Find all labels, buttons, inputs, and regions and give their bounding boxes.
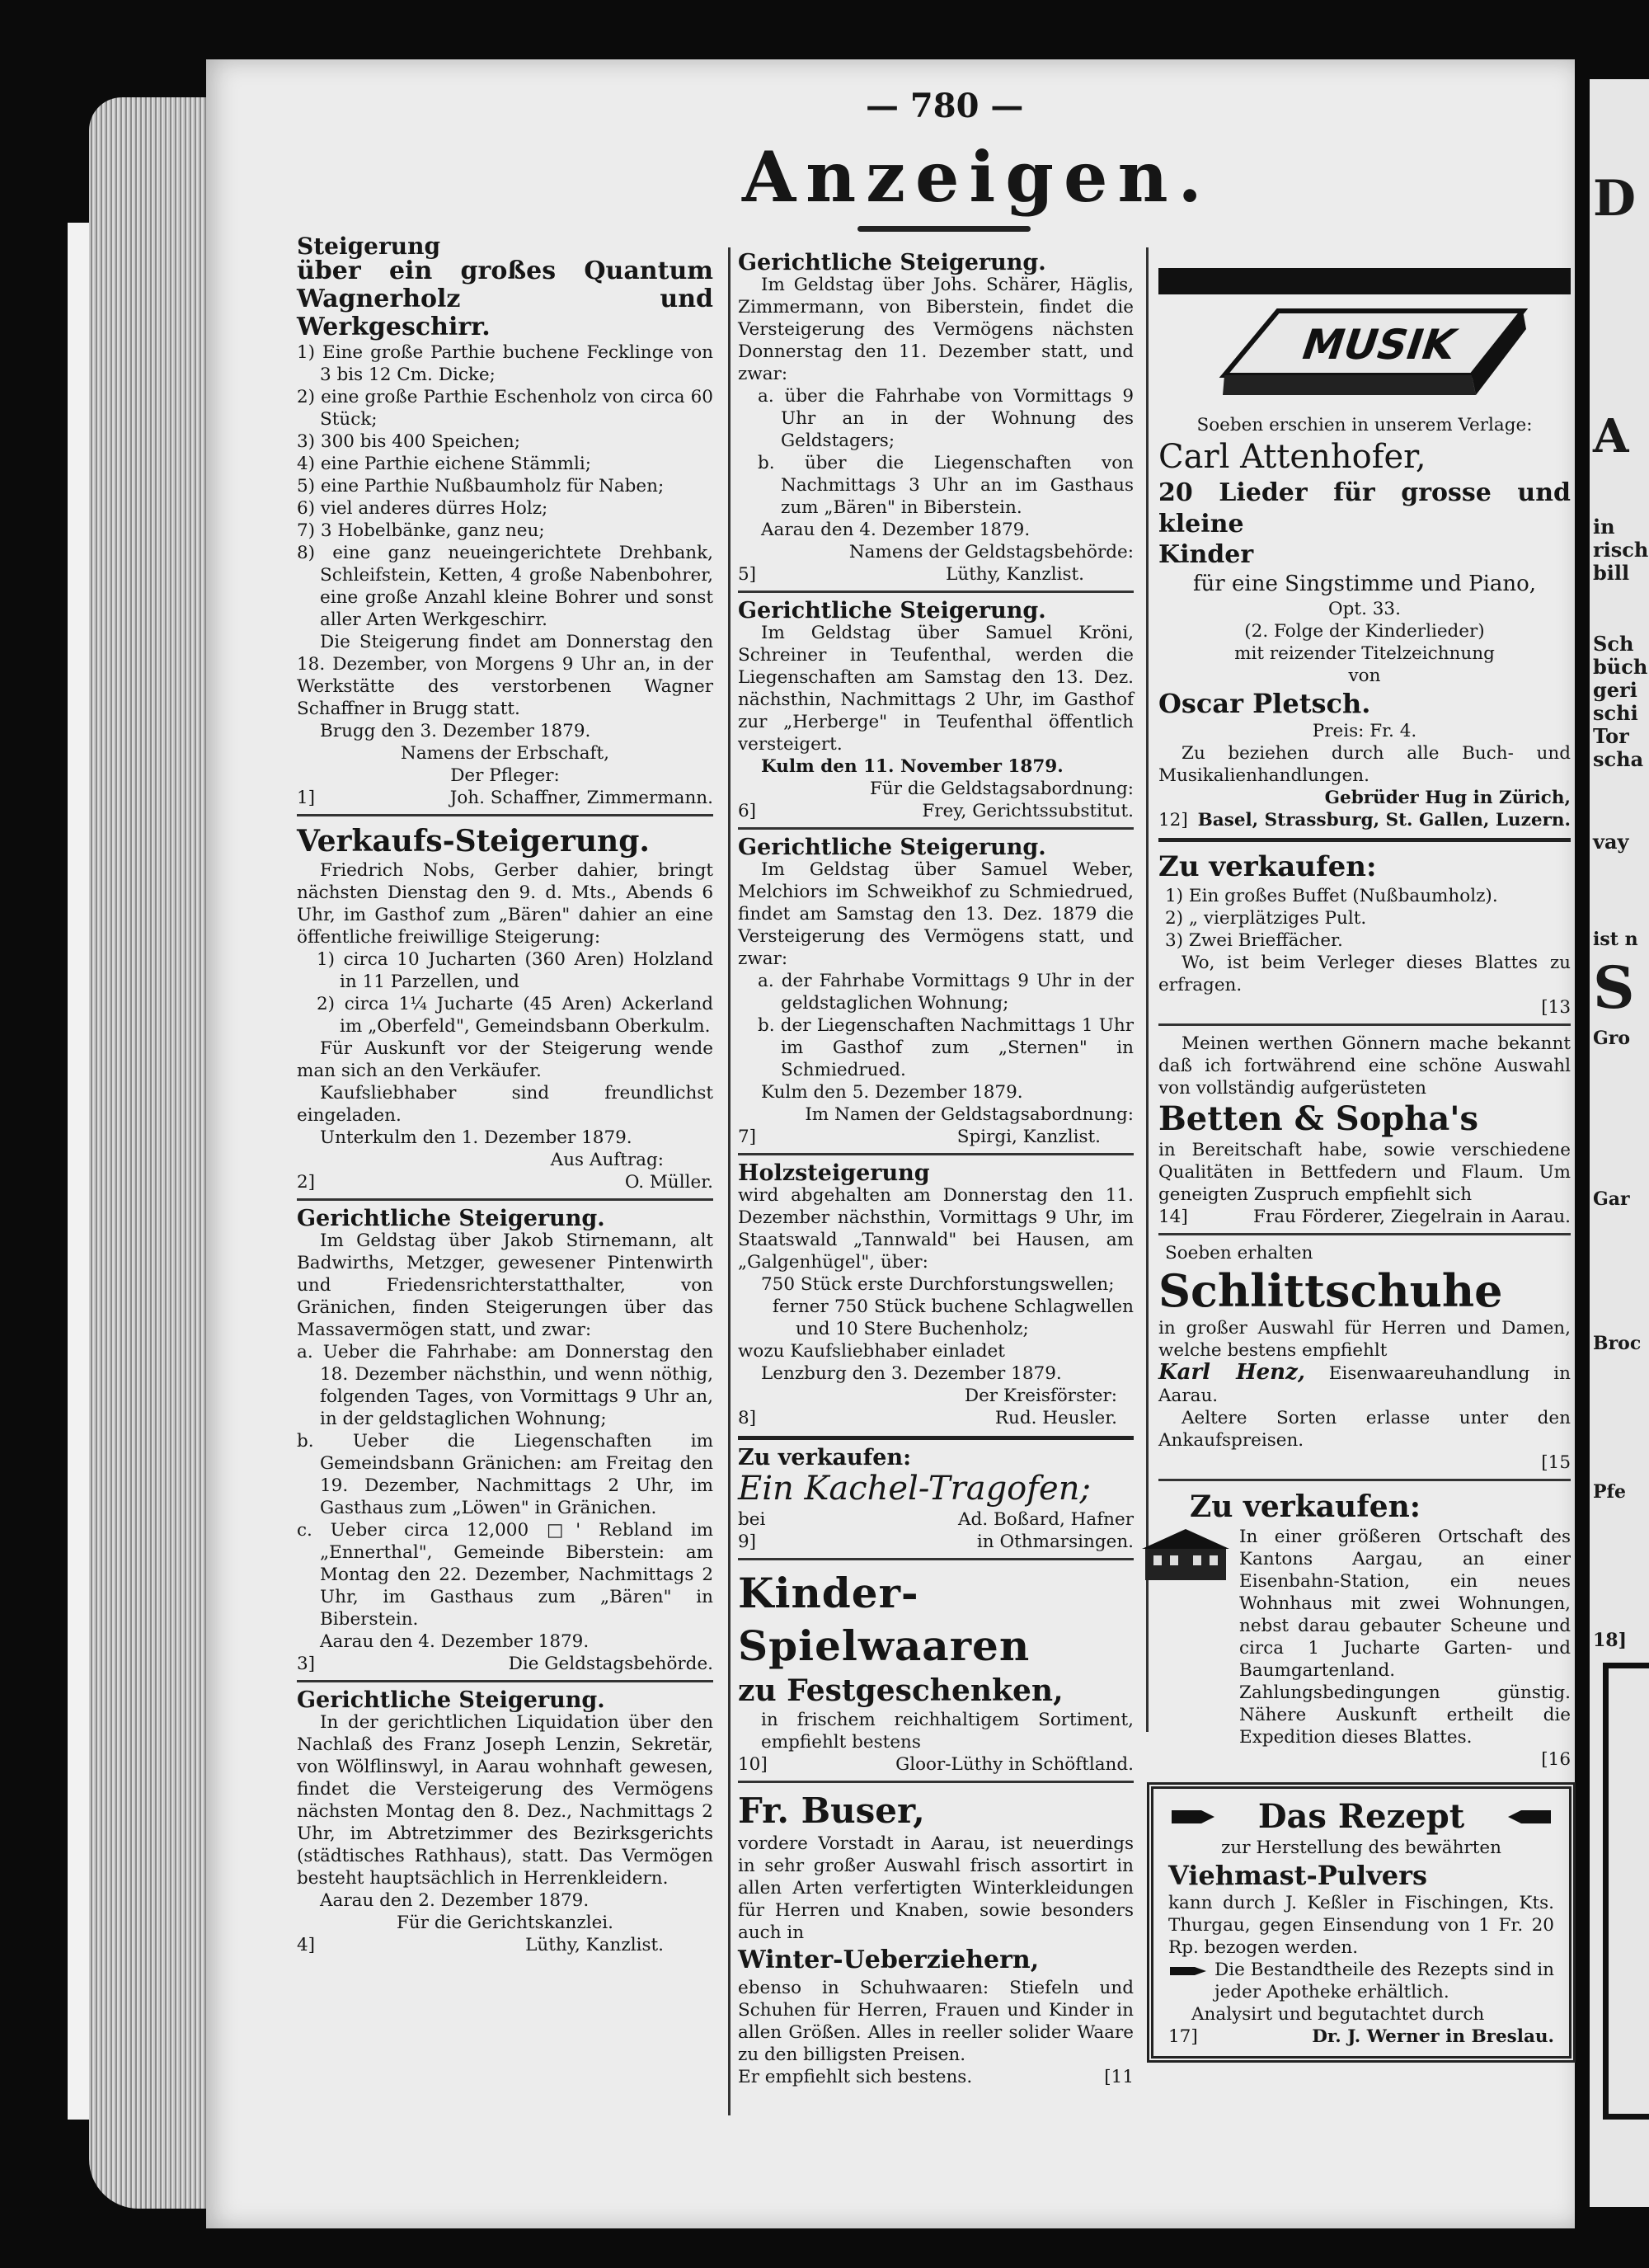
facing-fragment: Broc <box>1593 1333 1642 1354</box>
ad-divider <box>738 591 1134 593</box>
music-book-icon <box>1200 303 1529 406</box>
ad-body: wozu Kaufsliebhaber einladet <box>738 1341 1005 1362</box>
ad-number: 7] <box>738 1127 757 1147</box>
ad-text: (2. Folge der Kinderlieder) <box>1244 621 1485 642</box>
ad-headline: Ein Kachel-Tragofen; <box>738 1470 1091 1508</box>
ad-signature: Im Namen der Geldstagsabordnung: <box>805 1104 1134 1125</box>
column-1 <box>297 235 713 1956</box>
facing-fragment: Gar <box>1593 1188 1630 1210</box>
list-item: c. Ueber circa 12,000 □' Rebland im „Ennerthal", Gemeinde Biberstein: am Montag den 22. Dezember, Nachmittags 2 Uhr, im Gasthaus zum „Bären" in Biberstein. <box>297 1520 713 1630</box>
list-item: 1) Ein großes Buffet (Nußbaumholz). <box>1165 886 1498 906</box>
ad-headline: Kinder-Spielwaaren <box>738 1569 1031 1670</box>
ad-signature: O. Müller. <box>624 1172 713 1193</box>
ad-number: 14] <box>1158 1207 1188 1227</box>
facing-fragment: vay <box>1593 830 1629 854</box>
ad-body: In der gerichtlichen Liquidation über den Nachlaß des Franz Joseph Lenzin, Sekretär, von Wölflinswyl, in Aarau wohnhaft gewesen, findet die Versteigerung des Vermögens nächsten Montag den 8. Dez., Nachmittags 2 Uhr, im Abtretzimmer des Bezirksgerichts (städtisches Rathhaus), statt. Das Vermögen besteht hauptsächlich in Herrenkleidern. <box>297 1712 713 1889</box>
ad-number: [13 <box>1541 997 1571 1018</box>
facing-fragment: D <box>1593 170 1637 228</box>
ad-divider <box>738 1558 1134 1560</box>
ad-number: 17] <box>1168 2026 1198 2047</box>
page-title: Anzeigen. <box>742 136 1212 218</box>
ad-headline: Viehmast-Pulvers <box>1168 1860 1428 1891</box>
ad-body: vordere Vorstadt in Aarau, ist neuerdings in sehr großer Auswahl frisch assortirt in allen Arten verfertigten Winterkleidungen für Herren und Knaben, sowie besonders auch in <box>738 1833 1134 1943</box>
facing-fragment: Sch <box>1593 632 1634 656</box>
ad-signature: Spirgi, Kanzlist. <box>956 1127 1101 1147</box>
facing-fragment: ist n <box>1593 929 1638 950</box>
ad-divider <box>1158 1479 1571 1481</box>
ad-signature: Lüthy, Kanzlist. <box>525 1935 664 1955</box>
house-icon <box>1140 1526 1231 1583</box>
ad-name: Oscar Pletsch. <box>1158 688 1371 719</box>
facing-fragment: bill <box>1593 561 1630 585</box>
ad-branches: Basel, Strassburg, St. Gallen, Luzern. <box>1197 810 1571 831</box>
ad-heading: Zu verkaufen: <box>1190 1489 1421 1524</box>
ad-court-auction <box>297 1207 713 1675</box>
ad-body: Für Auskunft vor der Steigerung wende man sich an den Verkäufer. <box>297 1038 713 1081</box>
ad-date: Aarau den 2. Dezember 1879. <box>320 1890 590 1911</box>
ad-heading: Gerichtliche Steigerung. <box>297 1206 605 1231</box>
list-item: 6) viel anderes dürres Holz; <box>297 498 548 519</box>
ad-signature: Für die Geldstagsabordnung: <box>869 779 1134 799</box>
facing-fragment: 18] <box>1593 1630 1628 1651</box>
ad-headline: Schlittschuhe <box>1158 1264 1503 1317</box>
musik-logo <box>1158 303 1571 406</box>
list-item: b. der Liegenschaften Nachmittags 1 Uhr im Gasthof zum „Sternen" in Schmiedrued. <box>758 1015 1134 1080</box>
ad-body: Meinen werthen Gönnern mache bekannt daß ich fortwährend eine schöne Auswahl von vollständig aufgerüsteten <box>1158 1033 1571 1099</box>
ad-sale-auction <box>297 823 713 1193</box>
musik-logo-text: MUSIK <box>1294 321 1463 369</box>
list-item: a. Ueber die Fahrhabe: am Donnerstag den 18. Dezember nächsthin, und wenn nöthig, folgenden Tages, von Vormittags 9 Uhr an, in der geldstaglichen Wohnung; <box>297 1342 713 1429</box>
ad-body: Die Bestandtheile des Rezepts sind in jeder Apotheke erhältlich. <box>1214 1960 1554 2002</box>
ad-date: Unterkulm den 1. Dezember 1879. <box>320 1127 632 1148</box>
ad-number: 8] <box>738 1408 757 1428</box>
facing-box-border <box>1603 1663 1649 2120</box>
ad-body: kann durch J. Keßler in Fischingen, Kts. Thurgau, gegen Einsendung von 1 Fr. 20 Rp. bezogen werden. <box>1168 1893 1554 1958</box>
ad-text: mit reizender Titelzeichnung <box>1234 643 1495 664</box>
ad-divider <box>738 827 1134 830</box>
ad-signature: Namens der Geldstagsbehörde: <box>848 542 1134 562</box>
ad-stove-sale <box>738 1447 1134 1553</box>
ad-court-liquidation <box>297 1689 713 1956</box>
list-item: 2) eine große Parthie Eschenholz von circa 60 Stück; <box>297 387 713 430</box>
ad-divider <box>1158 1233 1571 1235</box>
ad-number: 2] <box>297 1172 316 1193</box>
facing-page-fragment <box>1590 79 1649 2207</box>
column-2 <box>738 252 1134 2088</box>
ad-divider <box>1158 1023 1571 1026</box>
facing-fragment: schi <box>1593 701 1638 725</box>
ad-heading: Gerichtliche Steigerung. <box>738 598 1046 623</box>
ad-ice-skates <box>1158 1242 1571 1474</box>
list-item: 1) circa 10 Jucharten (360 Aren) Holzland in 11 Parzellen, und <box>317 949 713 992</box>
ad-heading: Gerichtliche Steigerung. <box>738 250 1046 275</box>
list-item: 2) „ vierplätziges Pult. <box>1165 908 1367 929</box>
ad-court-auction-teufenthal <box>738 600 1134 822</box>
ad-divider <box>1158 838 1571 842</box>
ad-furniture-sale <box>1158 849 1571 1019</box>
list-item: 8) eine ganz neueingerichtete Drehbank, Schleifstein, Ketten, 4 große Nabenbohrer, eine große Anzahl kleine Bohrer und sonst aller Arten Werkgeschirr. <box>297 543 713 630</box>
ad-date: Brugg den 3. Dezember 1879. <box>320 721 591 741</box>
ad-text: bei <box>738 1509 766 1530</box>
list-item: 1) Eine große Parthie buchene Fecklinge von 3 bis 12 Cm. Dicke; <box>297 342 713 385</box>
ad-name: Karl Henz, <box>1158 1360 1305 1385</box>
ad-headline: Carl Attenhofer, <box>1158 438 1426 476</box>
ad-music-book <box>1158 268 1571 842</box>
ad-court-auction-biberstein <box>738 252 1134 586</box>
ad-subheading: Winter-Ueberziehern, <box>738 1946 1040 1974</box>
ad-body: in großer Auswahl für Herren und Damen, welche bestens empfiehlt <box>1158 1318 1571 1361</box>
ad-signature: Joh. Schaffner, Zimmermann. <box>449 788 713 808</box>
ad-date: Aarau den 4. Dezember 1879. <box>761 520 1031 540</box>
ad-signature: Frey, Gerichtssubstitut. <box>922 801 1134 821</box>
ad-divider <box>297 1680 713 1682</box>
ad-number: 9] <box>738 1532 757 1552</box>
ad-body: Kaufsliebhaber sind freundlichst eingeladen. <box>297 1083 713 1126</box>
ad-beds <box>1158 1033 1571 1228</box>
ad-divider <box>738 1153 1134 1155</box>
ad-text: 20 Lieder für grosse und kleine <box>1158 478 1571 539</box>
ad-number: 4] <box>297 1935 316 1955</box>
ad-body: Analysirt und begutachtet durch <box>1191 2004 1485 2025</box>
ad-number: [11 <box>1104 2067 1134 2087</box>
ad-number: 10] <box>738 1754 768 1775</box>
ad-number: [15 <box>1541 1452 1571 1473</box>
ad-headline: Betten & Sopha's <box>1158 1099 1479 1138</box>
ad-heading: Zu verkaufen: <box>738 1445 912 1470</box>
ad-signature: Dr. J. Werner in Breslau. <box>1312 2026 1554 2047</box>
ad-subheading: über ein großes Quantum Wagnerholz und Werkgeschirr. <box>297 256 713 341</box>
ad-body: Im Geldstag über Jakob Stirnemann, alt Badwirths, Metzger, gewesener Pintenwirth und Friedensrichterstatthalter, von Gränichen, finden Steigerungen über das Massavermögen statt, und zwar: <box>297 1230 713 1340</box>
ad-signature: Namens der Erbschaft, <box>401 743 609 764</box>
ad-headline: Fr. Buser, <box>738 1790 925 1831</box>
facing-fragment: büch <box>1593 655 1648 679</box>
ad-heading: Steigerung <box>297 233 441 260</box>
ad-number: 1] <box>297 788 316 808</box>
ad-wood-sale <box>738 1162 1134 1429</box>
list-item: 3) Zwei Brieffächer. <box>1165 930 1343 951</box>
ad-toys <box>738 1567 1134 1776</box>
facing-fragment: A <box>1593 409 1629 463</box>
ad-body: wird abgehalten am Donnerstag den 11. Dezember nächsthin, Vormittags 9 Uhr, im Staatswald „Tannwald" bei Hausen, am „Galgenhügel", über: <box>738 1185 1134 1273</box>
ad-body: in frischem reichhaltigem Sortiment, empfiehlt bestens <box>761 1710 1134 1753</box>
ad-number: 5] <box>738 564 757 585</box>
ad-body: Wo, ist beim Verleger dieses Blattes zu erfragen. <box>1158 953 1571 995</box>
list-item: a. der Fahrhabe Vormittags 9 Uhr in der geldstaglichen Wohnung; <box>758 971 1134 1014</box>
ad-divider <box>297 1198 713 1201</box>
column-divider <box>728 247 731 2115</box>
ad-signature: Aus Auftrag: <box>550 1150 664 1170</box>
facing-fragment: scha <box>1593 747 1644 771</box>
ad-intro: Soeben erschien in unserem Verlage: <box>1196 415 1533 435</box>
ad-body: ebenso in Schuhwaaren: Stiefeln und Schuhen für Herren, Frauen und Kinder in allen Größen. Alles in reeller solider Waare zu den billigsten Preisen. <box>738 1978 1134 2065</box>
page-number: — 780 — <box>866 87 1024 125</box>
ad-divider <box>297 814 713 816</box>
list-item: 4) eine Parthie eichene Stämmli; <box>297 454 591 474</box>
ad-subheading: zur Herstellung des bewährten <box>1221 1837 1501 1858</box>
facing-fragment: Gro <box>1593 1028 1631 1049</box>
ad-heading: Verkaufs-Steigerung. <box>297 824 650 859</box>
ad-heading: Das Rezept <box>1257 1797 1465 1836</box>
ad-body: Im Geldstag über Johs. Schärer, Häglis, Zimmermann, von Biberstein, findet die Versteigerung des Vermögens nächsten Donnerstag den 11. Dezember statt, und zwar: <box>738 275 1134 384</box>
facing-fragment: in <box>1593 515 1615 539</box>
list-item: 750 Stück erste Durchforstungswellen; <box>761 1274 1115 1295</box>
ad-number: [16 <box>1541 1749 1571 1770</box>
ad-body: In einer größeren Ortschaft des Kantons Aargau, an einer Eisenbahn-Station, ein neues Wohnhaus mit zwei Wohnungen, nebst darau gebauter Scheune und circa 1 Jucharte Garten- und Baumgartenland. Zahlungsbedingungen günstig. Nähere Auskunft ertheilt die Expedition dieses Blattes. <box>1239 1527 1571 1748</box>
ad-subheading: zu Festgeschenken, <box>738 1673 1064 1708</box>
facing-fragment: risch <box>1593 538 1649 562</box>
ad-number: 12] <box>1158 810 1188 831</box>
list-item: 3) 300 bis 400 Speichen; <box>297 431 520 452</box>
ad-body: Aeltere Sorten erlasse unter den Ankaufspreisen. <box>1158 1408 1571 1451</box>
ad-body: Im Geldstag über Samuel Kröni, Schreiner in Teufenthal, werden die Liegenschaften am Samstag den 13. Dez. nächsthin, Nachmittags 2 Uhr, im Gasthof zur „Herberge" in Teufenthal öffentlich versteigert. <box>738 623 1134 755</box>
ad-body: Friedrich Nobs, Gerber dahier, bringt nächsten Dienstag den 9. d. Mts., Abends 6 Uhr, im Gasthof zum „Bären" dahier an eine öffentliche freiwillige Steigerung: <box>297 860 713 948</box>
pointing-hand-icon <box>1505 1800 1554 1833</box>
ad-recipe-box <box>1147 1782 1576 2063</box>
list-item: 2) circa 1¼ Jucharte (45 Aren) Ackerland im „Oberfeld", Gemeindsbann Oberkulm. <box>317 994 713 1037</box>
ad-black-band <box>1158 268 1571 294</box>
ad-court-auction-schmiedrued <box>738 836 1134 1148</box>
ad-divider <box>738 1781 1134 1783</box>
list-item: 7) 3 Hobelbänke, ganz neu; <box>297 520 545 541</box>
ad-number: 6] <box>738 801 757 821</box>
ad-clothing <box>738 1790 1134 2088</box>
ad-body: in Bereitschaft habe, sowie verschiedene Qualitäten in Bettfedern und Flaum. Um geneigten Zuspruch empfiehlt sich <box>1158 1140 1571 1205</box>
ad-heading: Zu verkaufen: <box>1158 850 1377 883</box>
facing-fragment: S <box>1593 953 1635 1022</box>
book-page-edges <box>89 97 213 2209</box>
facing-fragment: Pfe <box>1593 1481 1627 1503</box>
list-item: 5) eine Parthie Nußbaumholz für Naben; <box>297 476 665 496</box>
list-item: ferner 750 Stück buchene Schlagwellen und 10 Stere Buchenholz; <box>773 1296 1134 1339</box>
ad-intro: Soeben erhalten <box>1165 1243 1313 1263</box>
facing-fragment: geri <box>1593 678 1637 702</box>
ad-text: Opt. 33. <box>1328 599 1401 619</box>
ad-date: Aarau den 4. Dezember 1879. <box>320 1631 590 1652</box>
ad-heading: Gerichtliche Steigerung. <box>738 835 1046 860</box>
ad-signature: Die Geldstagsbehörde. <box>508 1654 713 1674</box>
ad-text: Ad. Boßard, Hafner <box>958 1509 1134 1530</box>
ad-signature: Gloor-Lüthy in Schöftland. <box>895 1754 1134 1775</box>
title-underline <box>857 226 1031 232</box>
list-item: b. Ueber die Liegenschaften im Gemeindsbann Gränichen: am Freitag den 19. Dezember, Nachmittags 2 Uhr, im Gasthaus zum „Löwen" in Gränichen. <box>297 1431 713 1518</box>
ad-heading: Gerichtliche Steigerung. <box>297 1687 605 1713</box>
facing-fragment: Tor <box>1593 724 1629 748</box>
ad-date: Lenzburg den 3. Dezember 1879. <box>761 1363 1062 1384</box>
ad-price: Preis: Fr. 4. <box>1312 721 1417 741</box>
column-3 <box>1158 268 1571 2063</box>
ad-signature: Frau Förderer, Ziegelrain in Aarau. <box>1253 1207 1571 1227</box>
ad-text: für eine Singstimme und Piano, <box>1192 572 1537 596</box>
ad-text: Kinder <box>1158 540 1254 569</box>
ad-signature: Rud. Heusler. <box>994 1408 1117 1428</box>
ad-signature: Der Pfleger: <box>450 765 560 786</box>
ad-date: Kulm den 11. November 1879. <box>761 756 1064 777</box>
ad-publisher: Gebrüder Hug in Zürich, <box>1324 788 1571 808</box>
ad-text: Zu beziehen durch alle Buch- und Musikalienhandlungen. <box>1158 743 1571 786</box>
ad-date: Kulm den 5. Dezember 1879. <box>761 1082 1023 1103</box>
ad-text: in Othmarsingen. <box>976 1532 1134 1552</box>
ad-body: Eisenwaareuhandlung in Aarau. <box>1158 1363 1571 1406</box>
ad-heading: Holzsteigerung <box>738 1160 930 1186</box>
list-item: a. über die Fahrhabe von Vormittags 9 Uhr an in der Wohnung des Geldstagers; <box>758 386 1134 451</box>
ad-divider <box>738 1436 1134 1440</box>
ad-body: Die Steigerung findet am Donnerstag den 18. Dezember, von Morgens 9 Uhr an, in der Werkstätte des verstorbenen Wagner Schaffner in Brugg statt. <box>297 632 713 719</box>
ad-number: 3] <box>297 1654 316 1674</box>
scan-margin-strip <box>68 223 89 2120</box>
list-item: b. über die Liegenschaften von Nachmittags 3 Uhr an im Gasthaus zum „Bären" in Biberstein. <box>758 453 1134 518</box>
ad-text: von <box>1348 666 1381 686</box>
ad-signature: Er empfiehlt sich bestens. <box>738 2067 973 2087</box>
pointing-hand-icon <box>1168 1960 1208 1982</box>
pointing-hand-icon <box>1168 1800 1218 1833</box>
ad-body: Im Geldstag über Samuel Weber, Melchiors im Schweikhof zu Schmiedrued, findet am Samstag den 13. Dez. 1879 die Versteigerung des Vermögens statt, und zwar: <box>738 859 1134 969</box>
ad-signature: Lüthy, Kanzlist. <box>946 564 1084 585</box>
ad-house-sale <box>1140 1488 1571 1771</box>
ad-wood-auction <box>297 235 713 809</box>
ad-signature: Der Kreisförster: <box>964 1386 1117 1406</box>
ad-signature: Für die Gerichtskanzlei. <box>396 1913 614 1933</box>
